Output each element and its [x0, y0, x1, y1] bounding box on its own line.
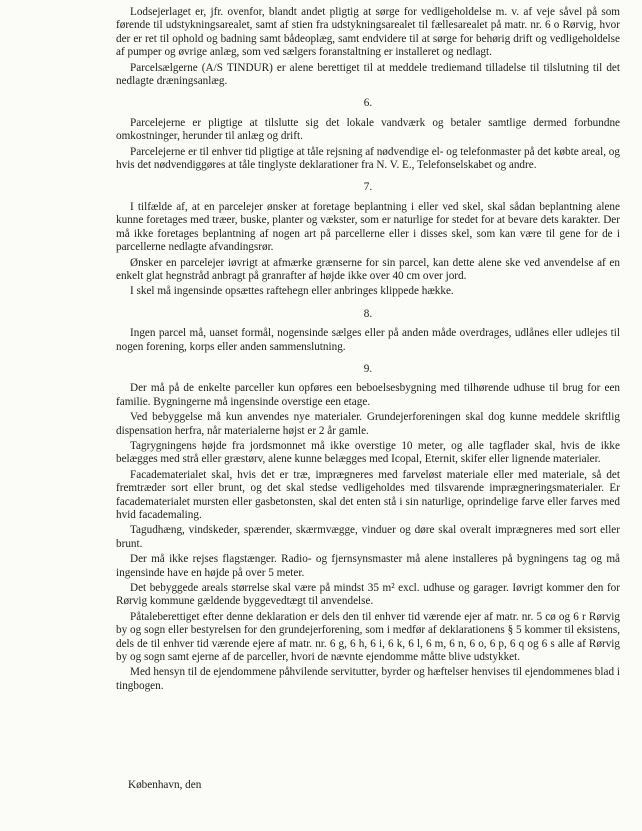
paragraph: I tilfælde af, at en parcelejer ønsker at foretage beplantning i eller ved skel, skal sådan beplantning alene kunne foretages med træer, buske, planter og vækster, som er naturlige for stedet for at bevare dets karakter. Der må ikke foretages beplantning af nogen art på parcellerne eller i disses skel, som kan være til gene for de i parcellerne nedlagte afvandingsrør. [116, 200, 620, 254]
section-heading: 8. [363, 307, 373, 320]
paragraph: Tagrygningens højde fra jordsmonnet må ikke overstige 10 meter, og alle tagflader skal, hvis de ikke belægges med strå eller græstørv, alene kunne belægges med Icopal, Eternit, skifer eller lignende materialer. [116, 439, 620, 466]
document-body [116, 6, 620, 695]
paragraph: I skel må ingensinde opsættes raftehegn eller anbringes klippede hække. [130, 285, 454, 298]
paragraph: Tagudhæng, vindskeder, spærender, skærmvægge, vinduer og døre skal overalt imprægneres med sort eller brunt. [116, 524, 620, 550]
paragraph: Ønsker en parcelejer iøvrigt at afmærke grænserne for sin parcel, kan dette alene ske ved anvendelse af en enkelt glat hegnstråd anbragt på granrafter af højde ikke over 40 cm over jord. [116, 256, 620, 282]
paragraph: Med hensyn til de ejendommene påhvilende servitutter, byrder og hæftelser henvises til ejendommenes blad i tingbogen. [116, 666, 620, 692]
paragraph: Lodsejerlaget er, jfr. ovenfor, blandt andet pligtig at sørge for vedligeholdelse m. v. af veje såvel på som førende til udstykningsarealet, samt af stien fra udstykningsarealet til fællesarealet på matr. nr. 6 o Rørvig, hvor der er ret til ophold og badning samt bådeoplæg, samt endvidere til at sørge for behørig drift og vedligeholdelse af pumper og øvrige anlæg, som ved sælgers foranstaltning er installeret og nedlagt. [116, 6, 620, 59]
section-heading: 6. [363, 97, 373, 110]
paragraph: Parcelsælgerne (A/S TINDUR) er alene berettiget til at meddele trediemand tilladelse til tilslutning til det nedlagte dræningsanlæg. [116, 61, 620, 88]
paragraph: Parcelejerne er til enhver tid pligtige at tåle rejsning af nødvendige el- og telefonmaster på det købte areal, og hvis det nødvendiggøres at tåle tinglyste deklarationer fra N. V. E., Telefonselskabet og andre. [116, 145, 620, 172]
paragraph: Det bebyggede areals størrelse skal være på mindst 35 m² excl. udhuse og garager. Iøvrigt kommer den for Rørvig kommune gældende byggevedtægt til anvendelse. [116, 582, 620, 608]
paragraph: Påtaleberettiget efter denne deklaration er dels den til enhver tid værende ejer af matr. nr. 5 cø og 6 r Rørvig by og sogn eller bestyrelsen for den grundejerforening, som i medfør af deklarationens § 5 kommer til eksistens, dels de til enhver tid værende ejere af matr. nr. 6 g, 6 h, 6 i, 6 k, 6 l, 6 m, 6 n, 6 o, 6 p, 6 q og 6 s alle af Rørvig by og sogn samt ejerne af de parceller, hvori de nævnte ejendomme måtte blive udstykket. [116, 610, 620, 664]
paragraph: Ved bebyggelse må kun anvendes nye materialer. Grundejerforeningen skal dog kunne meddele skriftlig dispensation herfra, når materialerne højst er 2 år gamle. [116, 411, 620, 437]
paragraph: Der må ikke rejses flagstænger. Radio- og fjernsynsmaster må alene installeres på bygningens tag og må ingensinde have en højde på over 5 meter. [116, 553, 620, 579]
paragraph: Facadematerialet skal, hvis det er træ, imprægneres med farveløst materiale eller med materiale, så det fremtræder sort eller brunt, og det skal stedse vedligeholdes med tilsvarende imprægneringsmaterialer. Er facadematerialet mursten eller gasbetonsten, skal det enten stå i sin naturlige, oprindelige farve eller farves med hvid facademaling. [116, 468, 620, 521]
section-heading: 9. [363, 362, 373, 375]
signature-place-date-line: København, den [128, 779, 202, 791]
paragraph: Parcelejerne er pligtige at tilslutte sig det lokale vandværk og betaler samtlige dermed forbundne omkostninger, herunder til anlæg og drift. [116, 116, 620, 143]
paragraph: Ingen parcel må, uanset formål, nogensinde sælges eller på anden måde overdrages, udlånes eller udlejes til nogen forening, korps eller anden sammenslutning. [116, 327, 620, 353]
paragraph: Der må på de enkelte parceller kun opføres een beboelsesbygning med tilhørende udhuse til brug for een familie. Bygningerne må ingensinde overstige een etage. [116, 382, 620, 408]
section-heading: 7. [363, 181, 373, 194]
